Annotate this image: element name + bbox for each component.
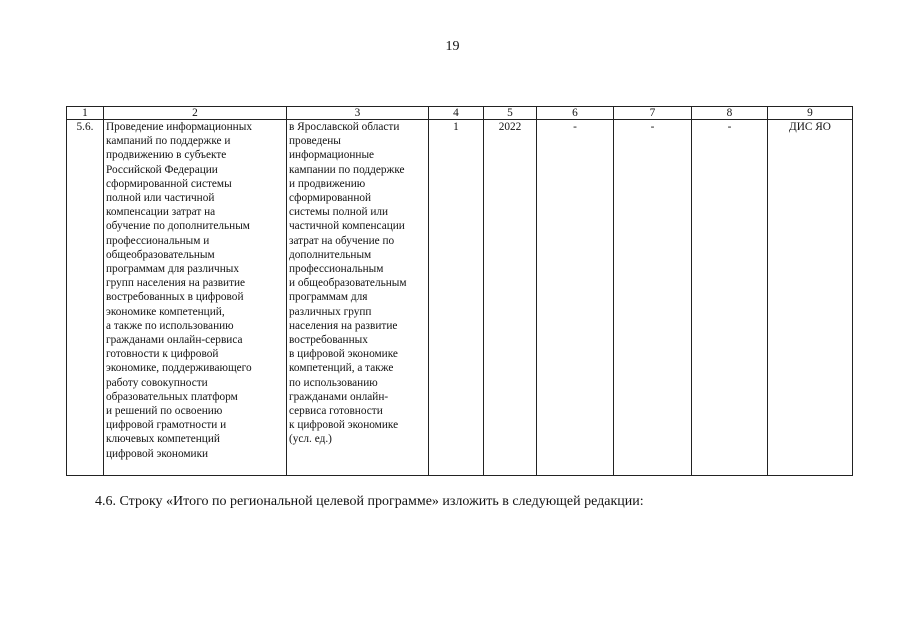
instruction-paragraph: 4.6. Строку «Итого по региональной целевой программе» изложить в следующей редакции:: [95, 494, 644, 509]
table-row: [67, 120, 853, 476]
row-number-cell: 5.6.: [67, 120, 104, 476]
column-header: 1: [67, 107, 104, 120]
column-header: 4: [429, 107, 484, 120]
empty-value-cell: -: [692, 120, 768, 476]
column-header: 2: [104, 107, 287, 120]
value-cell: 1: [429, 120, 484, 476]
year-cell: 2022: [484, 120, 537, 476]
column-header: 9: [768, 107, 853, 120]
responsible-cell: ДИС ЯО: [768, 120, 853, 476]
program-table: [66, 106, 853, 476]
column-header: 7: [614, 107, 692, 120]
column-header: 5: [484, 107, 537, 120]
page-number: 19: [445, 39, 460, 54]
column-header: 3: [287, 107, 429, 120]
activity-description-cell: Проведение информационных кампаний по поддержке и продвижению в субъекте Российской Федерации сформированной системы полной или частичной компенсации затрат на обучение по дополнительным профессиональным и общеобразовательным программам для различных групп населения на развитие востребованных в цифровой экономике компетенций, а также по использованию гражданами онлайн-сервиса готовности к цифровой экономике, поддерживающего работу совокупности образовательных платформ и решений по освоению цифровой грамотности и ключевых компетенций цифровой экономики: [104, 120, 287, 476]
table-header-row: [67, 107, 853, 120]
indicator-cell: в Ярославской области проведены информационные кампании по поддержке и продвижению сформированной системы полной или частичной компенсации затрат на обучение по дополнительным профессиональным и общеобразовательным программам для различных групп населения на развитие востребованных в цифровой экономике компетенций, а также по использованию гражданами онлайн- сервиса готовности к цифровой экономике (усл. ед.): [287, 120, 429, 476]
column-header: 6: [537, 107, 614, 120]
column-header: 8: [692, 107, 768, 120]
empty-value-cell: -: [537, 120, 614, 476]
empty-value-cell: -: [614, 120, 692, 476]
